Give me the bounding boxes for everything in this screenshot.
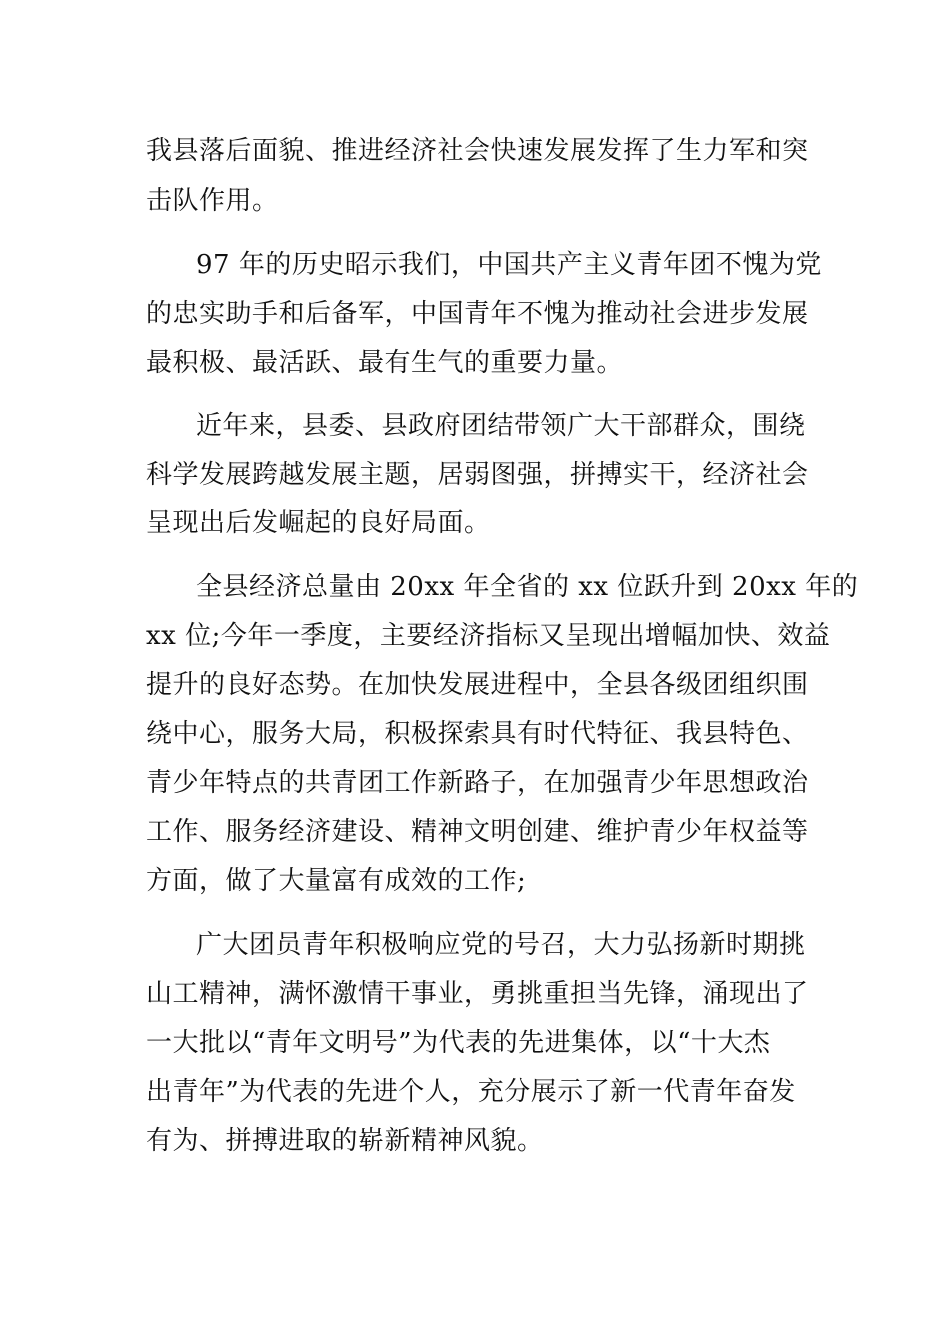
text-line: 工作、服务经济建设、精神文明创建、维护青少年权益等	[146, 817, 809, 847]
text-line: 山工精神，满怀激情干事业，勇挑重担当先锋，涌现出了	[146, 979, 809, 1009]
text-line: 最积极、最活跃、最有生气的重要力量。	[146, 348, 624, 378]
text-line: 的忠实助手和后备军，中国青年不愧为推动社会进步发展	[146, 299, 809, 329]
text-line: 我县落后面貌、推进经济社会快速发展发挥了生力军和突	[146, 136, 809, 166]
text-line: 一大批以“青年文明号”为代表的先进集体，以“十大杰	[146, 1028, 771, 1058]
text-line: xx 位;今年一季度，主要经济指标又呈现出增幅加快、效益	[146, 621, 831, 651]
text-line: 出青年”为代表的先进个人，充分展示了新一代青年奋发	[146, 1077, 796, 1107]
text-line: 有为、拼搏进取的崭新精神风貌。	[146, 1126, 544, 1156]
text-line: 绕中心，服务大局，积极探索具有时代特征、我县特色、	[146, 719, 809, 749]
text-line: 呈现出后发崛起的良好局面。	[146, 508, 491, 538]
text-line: 提升的良好态势。在加快发展进程中，全县各级团组织围	[146, 670, 809, 700]
text-line: 全县经济总量由 20xx 年全省的 xx 位跃升到 20xx 年的	[196, 572, 859, 602]
text-line: 广大团员青年积极响应党的号召，大力弘扬新时期挑	[196, 930, 806, 960]
text-line: 青少年特点的共青团工作新路子，在加强青少年思想政治	[146, 768, 809, 798]
text-line: 科学发展跨越发展主题，居弱图强，拼搏实干，经济社会	[146, 460, 809, 490]
text-line: 方面，做了大量富有成效的工作;	[146, 866, 527, 896]
text-line: 近年来，县委、县政府团结带领广大干部群众，围绕	[196, 411, 806, 441]
text-line: 击队作用。	[146, 186, 279, 216]
text-line: 97 年的历史昭示我们，中国共产主义青年团不愧为党	[196, 250, 822, 280]
